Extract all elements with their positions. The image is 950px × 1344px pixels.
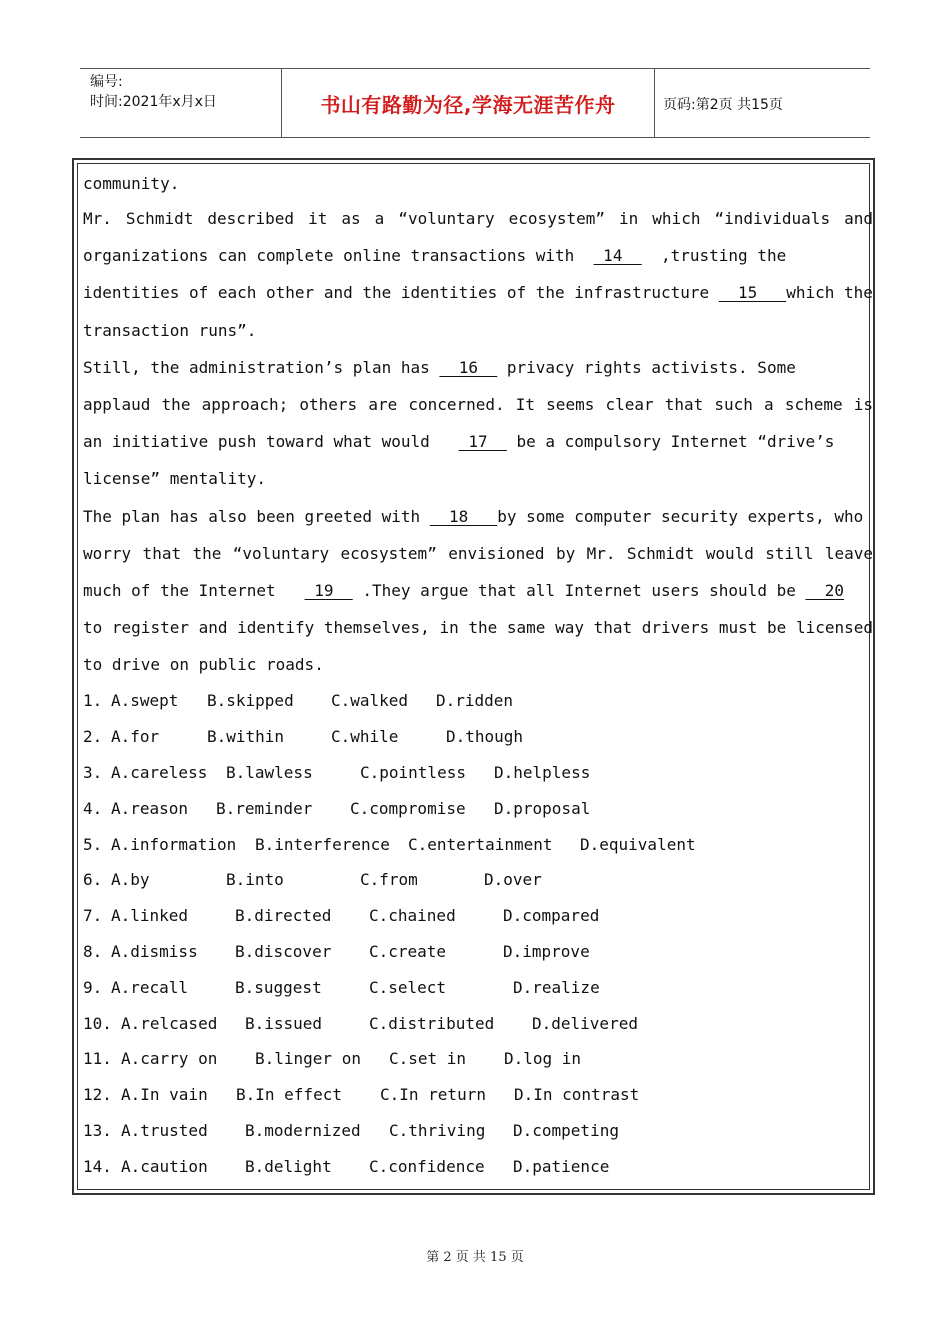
option-c: C.set in	[389, 1049, 467, 1069]
option-c: C.thriving	[389, 1121, 486, 1140]
option-c: C.In return	[380, 1085, 486, 1105]
option-d: D.improve	[503, 942, 590, 962]
option-b: B.directed	[235, 906, 332, 926]
passage-line: worry that the “voluntary ecosystem” envisioned by Mr. Schmidt would still leave	[83, 543, 873, 563]
option-d: D.competing	[513, 1121, 619, 1140]
option-b: B.modernized	[245, 1121, 361, 1140]
header-meta	[80, 69, 280, 137]
passage-text: The plan has also been greeted with	[83, 506, 430, 526]
option-c: C.from	[360, 870, 418, 890]
option-c: C.chained	[369, 906, 456, 926]
options-list	[83, 683, 873, 1184]
blank-19: 19	[304, 580, 353, 600]
option-row	[83, 683, 873, 719]
passage-line: transaction runs”.	[83, 320, 257, 340]
passage-line	[83, 349, 873, 386]
blank-18: 18	[429, 506, 498, 526]
passage-text: an initiative push toward what would	[83, 432, 459, 452]
option-row	[83, 1006, 873, 1042]
blank-20: 20	[805, 580, 845, 600]
option-b: B.interference	[255, 834, 390, 854]
option-c: C.create	[369, 942, 447, 962]
option-number: 4.	[83, 798, 112, 818]
option-c: C.distributed	[369, 1013, 495, 1033]
passage-line: community.	[83, 174, 180, 193]
header-motto	[282, 69, 654, 137]
option-d: D.though	[446, 727, 524, 747]
option-number: 11.	[83, 1049, 122, 1069]
option-a: A.reason	[111, 798, 189, 818]
time-label: 时间:2021年x月x日	[90, 94, 217, 110]
option-a: A.for	[111, 727, 160, 747]
option-d: D.over	[484, 870, 542, 890]
option-d: D.equivalent	[580, 834, 696, 854]
passage-text: by some computer security experts, who	[497, 506, 864, 526]
option-b: B.within	[207, 727, 285, 747]
option-b: B.issued	[245, 1013, 323, 1033]
number-label: 编号:	[90, 74, 123, 90]
option-number: 2.	[83, 727, 112, 747]
option-b: B.discover	[235, 942, 332, 962]
option-c: C.compromise	[350, 798, 466, 818]
option-number: 5.	[83, 834, 112, 854]
option-row	[83, 827, 873, 863]
passage-text: ,trusting the	[641, 246, 787, 266]
option-d: D.log in	[504, 1049, 582, 1069]
passage-line	[83, 423, 873, 460]
option-a: A.relcased	[121, 1013, 218, 1033]
passage-line: applaud the approach; others are concerned. It seems clear that such a scheme is	[83, 394, 873, 414]
motto-text: 书山有路勤为径,学海无涯苦作舟	[320, 92, 616, 117]
passage-text: be a compulsory Internet “drive’s	[506, 432, 835, 452]
option-number: 1.	[83, 691, 112, 711]
option-b: B.lawless	[226, 763, 313, 783]
passage-line	[83, 274, 873, 311]
blank-15: 15	[718, 283, 787, 303]
option-row	[83, 719, 873, 755]
option-d: D.realize	[513, 977, 600, 997]
option-a: A.In vain	[121, 1085, 208, 1105]
option-d: D.helpless	[494, 763, 591, 783]
option-a: A.information	[111, 834, 237, 854]
blank-16: 16	[439, 357, 498, 377]
passage-line: to register and identify themselves, in the same way that drivers must be licensed	[83, 618, 873, 638]
option-d: D.proposal	[494, 798, 591, 818]
option-row	[83, 862, 873, 898]
page-header	[80, 68, 870, 138]
option-b: B.into	[226, 870, 284, 890]
option-a: A.linked	[111, 906, 189, 926]
blank-14: 14	[593, 246, 642, 266]
passage-line	[83, 498, 873, 535]
option-b: B.In effect	[236, 1085, 342, 1105]
option-c: C.confidence	[369, 1156, 485, 1176]
passage-line: Mr. Schmidt described it as a “voluntary ecosystem” in which “individuals and	[83, 209, 873, 228]
option-number: 3.	[83, 763, 112, 783]
option-a: A.swept	[111, 691, 179, 711]
option-c: C.pointless	[360, 763, 466, 783]
blank-17: 17	[458, 432, 507, 452]
option-a: A.caution	[121, 1156, 208, 1176]
option-number: 14.	[83, 1156, 122, 1176]
option-row	[83, 791, 873, 827]
option-c: C.entertainment	[408, 834, 553, 854]
option-row	[83, 1113, 873, 1149]
option-row	[83, 1077, 873, 1113]
option-row	[83, 970, 873, 1006]
passage-line	[83, 572, 873, 609]
option-row	[83, 898, 873, 934]
option-number: 13.	[83, 1121, 122, 1140]
passage-text: much of the Internet	[83, 580, 305, 600]
option-d: D.delivered	[532, 1013, 638, 1033]
option-row	[83, 1041, 873, 1077]
option-a: A.careless	[111, 763, 208, 783]
option-b: B.delight	[245, 1156, 332, 1176]
document-body	[83, 168, 873, 1185]
option-row	[83, 755, 873, 791]
option-b: B.suggest	[235, 977, 322, 997]
option-b: B.skipped	[207, 691, 294, 711]
passage-text: organizations can complete online transactions with	[83, 246, 594, 266]
option-a: A.trusted	[121, 1121, 208, 1140]
option-d: D.patience	[513, 1156, 610, 1176]
passage-text: Still, the administration’s plan has	[83, 357, 440, 377]
header-page-info: 页码:第2页 共15页	[663, 97, 783, 113]
option-a: A.carry on	[121, 1049, 218, 1069]
option-c: C.walked	[331, 691, 409, 711]
passage-line: to drive on public roads.	[83, 655, 324, 675]
passage-text: privacy rights activists. Some	[497, 357, 796, 377]
option-number: 7.	[83, 906, 112, 926]
option-d: D.ridden	[436, 691, 514, 711]
option-b: B.linger on	[255, 1049, 361, 1069]
option-number: 9.	[83, 977, 112, 997]
header-divider	[654, 69, 655, 137]
option-c: C.select	[369, 977, 447, 997]
option-a: A.recall	[111, 977, 189, 997]
option-row	[83, 934, 873, 970]
option-number: 6.	[83, 870, 112, 890]
option-number: 8.	[83, 942, 112, 962]
option-d: D.compared	[503, 906, 600, 926]
option-row	[83, 1149, 873, 1185]
option-b: B.reminder	[216, 798, 313, 818]
option-number: 10.	[83, 1013, 122, 1033]
option-d: D.In contrast	[514, 1085, 640, 1105]
passage-text: .They argue that all Internet users should be	[352, 580, 806, 600]
passage-text: which the	[786, 283, 873, 303]
option-c: C.while	[331, 727, 399, 747]
passage-line: license” mentality.	[83, 469, 267, 489]
option-a: A.by	[111, 870, 150, 890]
option-a: A.dismiss	[111, 942, 198, 962]
page-footer: 第 2 页 共 15 页	[426, 1250, 524, 1265]
passage-text: identities of each other and the identities of the infrastructure	[83, 283, 719, 303]
passage-line	[83, 237, 873, 274]
option-number: 12.	[83, 1085, 122, 1105]
